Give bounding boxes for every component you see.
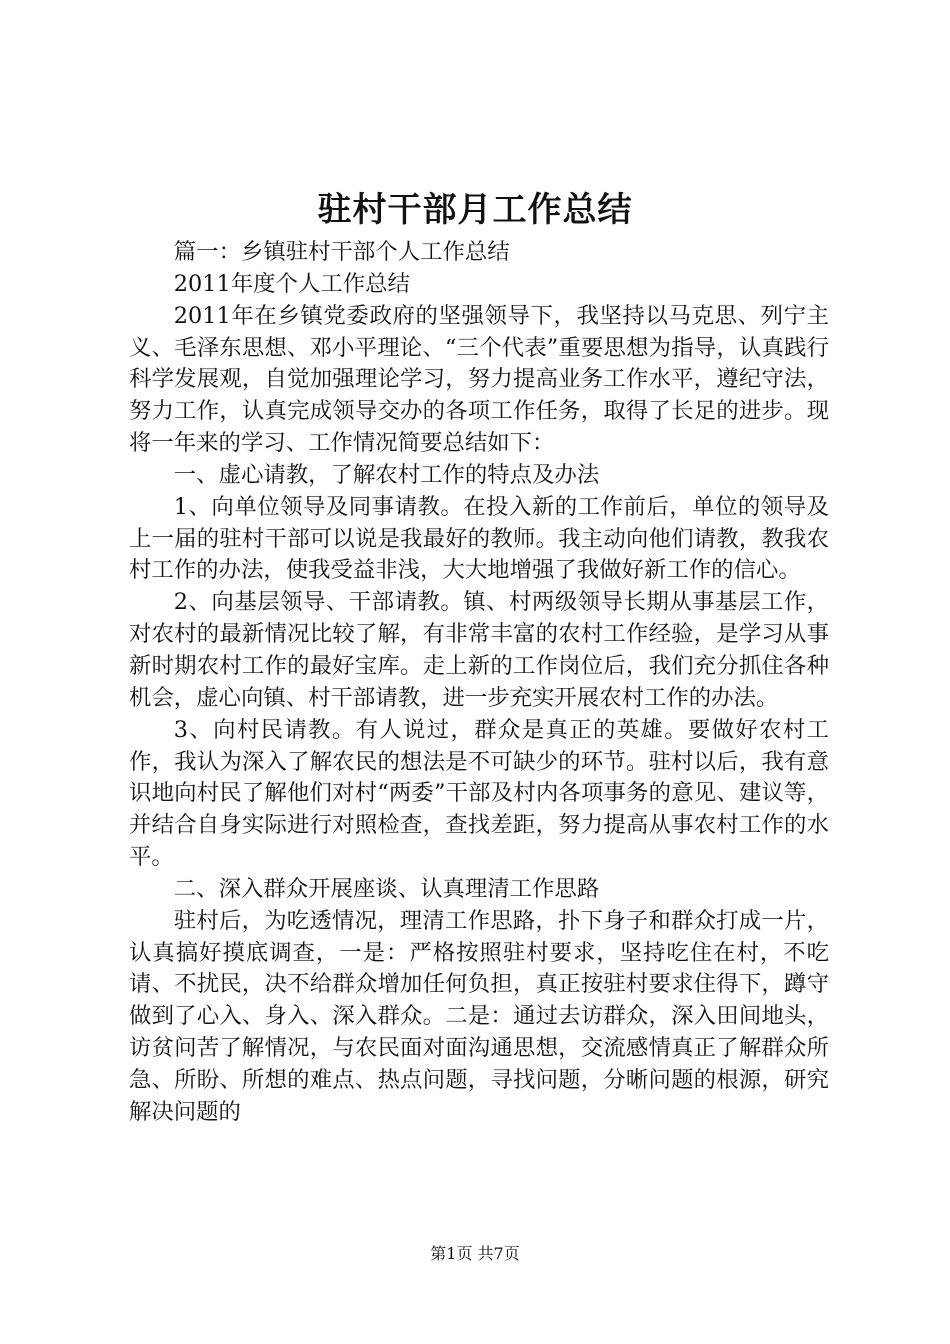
section-heading: 二、深入群众开展座谈、认真理清工作思路 bbox=[173, 875, 600, 902]
paragraph: 2011年在乡镇党委政府的坚强领导下，我坚持以马克思、列宁主义、毛泽东思想、邓小平理论、“三个代表”重要思想为指导，认真践行科学发展观，自觉加强理论学习，努力提高业务工作水平，遵纪守法，努力工作，认真完成领导交办的各项工作任务，取得了长足的进步。现将一年来的学习、工作情况简要总结如下： bbox=[129, 302, 829, 457]
paragraph: 篇一：乡镇驻村干部个人工作总结 bbox=[173, 239, 510, 265]
paragraph: 3、向村民请教。有人说过，群众是真正的英雄。要做好农村工作，我认为深入了解农民的想法是不可缺少的环节。驻村以后，我有意识地向村民了解他们对村“两委”干部及村内各项事务的意见、建议等，并结合自身实际进行对照检查，查找差距，努力提高从事农村工作的水平。 bbox=[129, 716, 829, 871]
document-body bbox=[129, 237, 829, 1129]
document-title: 驻村干部月工作总结 bbox=[317, 190, 633, 230]
paragraph: 1、向单位领导及同事请教。在投入新的工作前后，单位的领导及上一届的驻村干部可以说是我最好的教师。我主动向他们请教，教我农村工作的办法，使我受益非浅，大大地增强了我做好新工作的信心。 bbox=[129, 493, 829, 584]
section-heading: 一、虚心请教，了解农村工作的特点及办法 bbox=[173, 461, 600, 488]
paragraph: 2、向基层领导、干部请教。镇、村两级领导长期从事基层工作，对农村的最新情况比较了解，有非常丰富的农村工作经验，是学习从事新时期农村工作的最好宝库。走上新的工作岗位后，我们充分抓住各种机会，虚心向镇、村干部请教，进一步充实开展农村工作的办法。 bbox=[129, 589, 829, 711]
page-number: 第1页 共7页 bbox=[430, 1244, 520, 1263]
paragraph: 2011年度个人工作总结 bbox=[173, 270, 410, 297]
paragraph: 驻村后，为吃透情况，理清工作思路，扑下身子和群众打成一片，认真搞好摸底调查，一是：严格按照驻村要求，坚持吃住在村，不吃请、不扰民，决不给群众增加任何负担，真正按驻村要求住得下，蹲守做到了心入、身入、深入群众。二是：通过去访群众，深入田间地头，访贫问苦了解情况，与农民面对面沟通思想，交流感情真正了解群众所急、所盼、所想的难点、热点问题，寻找问题，分晰问题的根源，研究解决问题的 bbox=[129, 907, 829, 1125]
